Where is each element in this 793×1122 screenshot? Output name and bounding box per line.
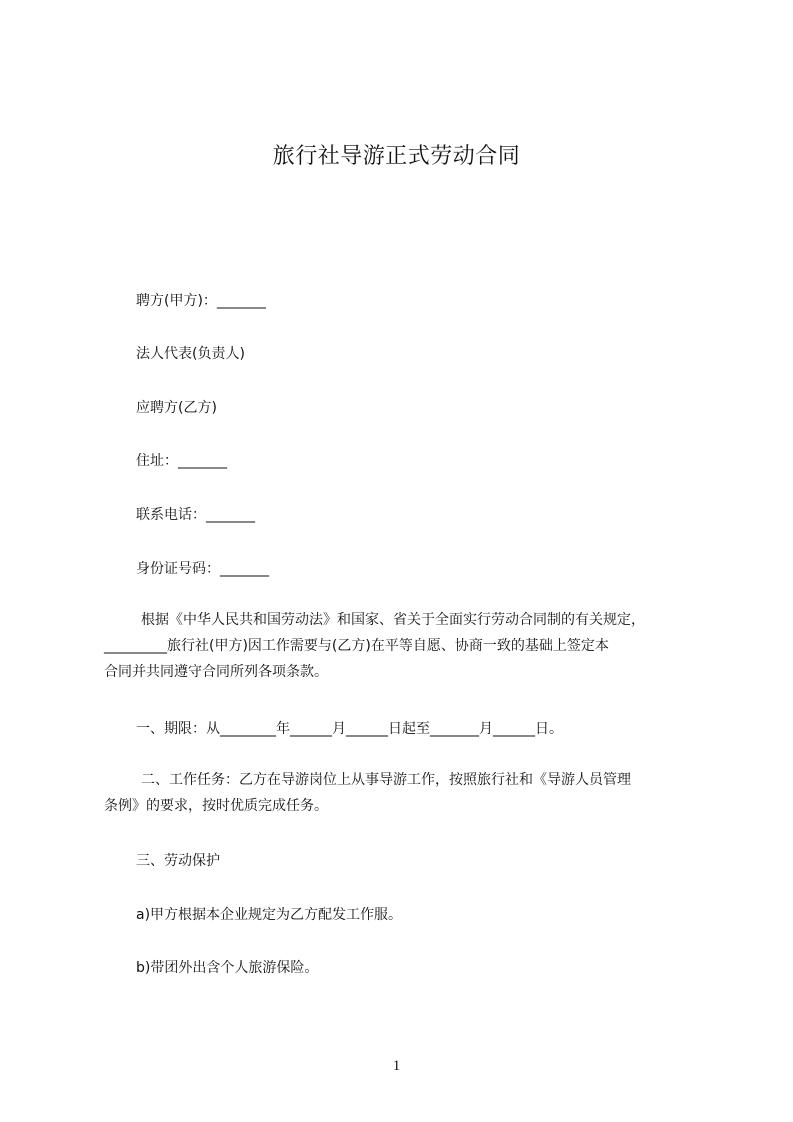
employee-field: 应聘方(乙方) xyxy=(136,400,217,416)
labor-protection-item-a: a)甲方根据本企业规定为乙方配发工作服。 xyxy=(136,907,403,923)
legal-representative-field: 法人代表(负责人) xyxy=(136,346,245,362)
preamble-line-2: _________旅行社(甲方)因工作需要与(乙方)在平等自愿、协商一致的基础上签定本 xyxy=(104,638,609,654)
preamble-paragraph xyxy=(104,607,704,685)
employer-field: 聘方(甲方)：_______ xyxy=(136,293,266,309)
id-number-field: 身份证号码：_______ xyxy=(136,561,269,577)
clause-work-task-line-1: 二、工作任务：乙方在导游岗位上从事导游工作，按照旅行社和《导游人员管理 xyxy=(141,772,631,788)
clause-term: 一、期限：从________年______月______日起至_______月______日。 xyxy=(136,721,563,737)
preamble-line-3: 合同并共同遵守合同所列各项条款。 xyxy=(104,664,328,680)
phone-field: 联系电话：_______ xyxy=(136,507,255,523)
clause-work-task-line-2: 条例》的要求，按时优质完成任务。 xyxy=(104,798,328,814)
labor-protection-item-b: b)带团外出含个人旅游保险。 xyxy=(136,960,319,976)
clause-work-task xyxy=(104,767,704,819)
page-number: 1 xyxy=(392,1058,401,1074)
clause-labor-protection-heading: 三、劳动保护 xyxy=(136,853,220,869)
document-title: 旅行社导游正式劳动合同 xyxy=(272,144,521,169)
address-field: 住址：_______ xyxy=(136,453,227,469)
preamble-line-1: 根据《中华人民共和国劳动法》和国家、省关于全面实行劳动合同制的有关规定， xyxy=(141,612,645,628)
